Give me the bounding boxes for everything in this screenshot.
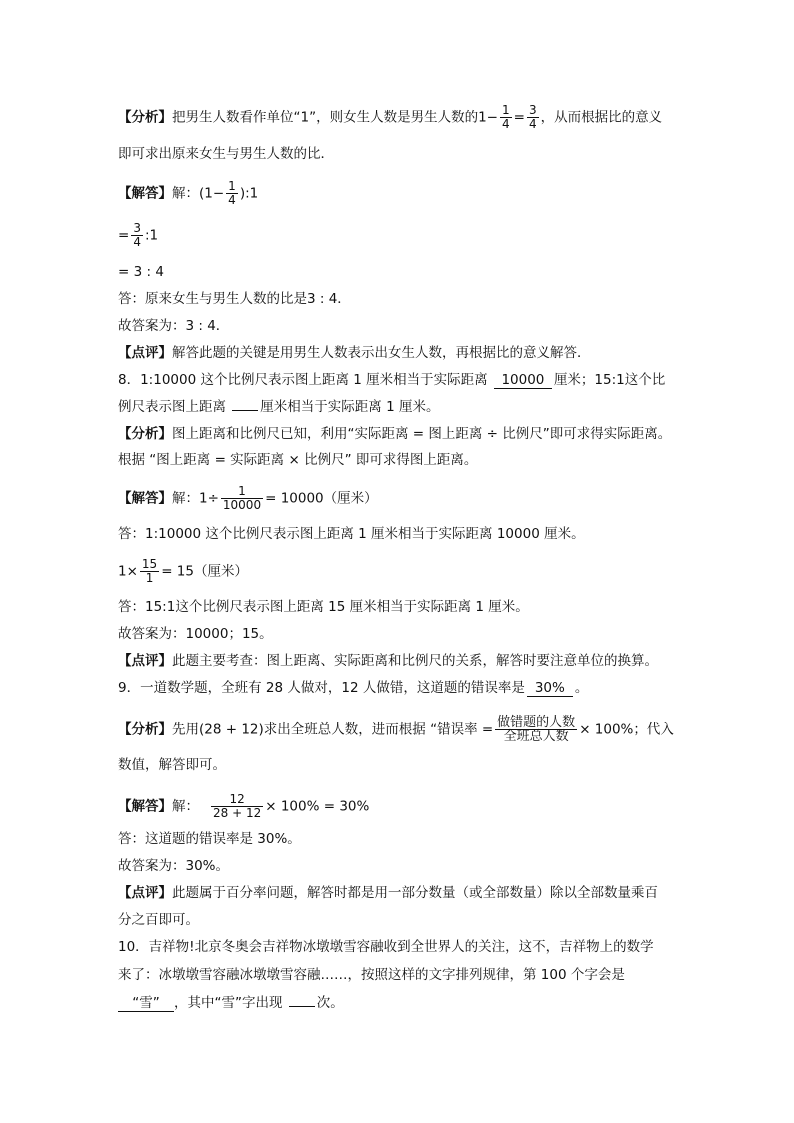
analysis-text: × 100%；代入 (579, 721, 674, 738)
fraction-denominator: 28 + 12 (213, 806, 262, 820)
q8-reply-1: 答：1:10000 这个比例尺表示图上距离 1 厘米相当于实际距离 10000 厘米。 (118, 526, 585, 542)
q8-calc-2 (118, 558, 248, 585)
fraction-denominator: 4 (501, 117, 510, 131)
fraction-denominator: 10000 (222, 498, 262, 512)
math-operator: = (513, 109, 525, 126)
analysis-tag: 【分析】 (118, 426, 172, 442)
answer-tag: 【解答】 (118, 798, 172, 815)
analysis-tag: 【分析】 (118, 109, 172, 126)
q7-final-answer: 故答案为：3 : 4． (118, 318, 230, 334)
q7-comment (118, 344, 591, 362)
analysis-tag: 【分析】 (118, 721, 172, 738)
answer-blank (232, 410, 258, 411)
q8-final-answer: 故答案为：10000；15。 (118, 626, 273, 642)
math-operator: − (486, 109, 498, 126)
answer-blank: “雪” (118, 996, 174, 1012)
q10-question-line-3 (118, 994, 344, 1012)
solve-prefix: 解： (172, 490, 199, 507)
fraction-numerator: 1 (238, 484, 246, 498)
fraction-numerator: 1 (228, 179, 236, 193)
q9-comment-line-1 (118, 884, 658, 902)
math-term: = 10000（厘米） (265, 490, 378, 507)
fraction (527, 104, 539, 131)
question-text: 厘米相当于实际距离 1 厘米。 (260, 399, 440, 415)
math-term: = 15（厘米） (161, 563, 248, 580)
answer-blank: 10000 (494, 373, 552, 389)
answer-tag: 【解答】 (118, 490, 172, 507)
math-term: (1− (199, 185, 225, 202)
fraction-denominator: 1 (140, 571, 159, 585)
fraction (500, 104, 512, 131)
analysis-text: 先用(28 + 12)求出全班总人数，进而根据 “错误率 = (172, 721, 494, 738)
q8-question-line-1 (118, 371, 665, 389)
q7-answer-line (118, 180, 258, 207)
q7-analysis-line-1 (118, 104, 662, 131)
q8-question-line-2 (118, 398, 439, 416)
fraction (140, 558, 159, 585)
q7-step-3: = 3 : 4 (118, 264, 164, 280)
math-term: :1 (144, 227, 159, 244)
analysis-text: 图上距离和比例尺已知，利用“实际距离 = 图上距离 ÷ 比例尺”即可求得实际距离。 (172, 426, 672, 442)
answer-tag: 【解答】 (118, 185, 172, 202)
math-operator: = (118, 227, 130, 244)
fraction-denominator: 4 (528, 117, 537, 131)
solve-prefix: 解： (172, 798, 199, 815)
question-text: 9．一道数学题，全班有 28 人做对，12 人做错，这道题的错误率是 (118, 680, 525, 696)
question-text: 8．1:10000 这个比例尺表示图上距离 1 厘米相当于实际距离 (118, 372, 488, 388)
q7-analysis-line-2: 即可求出原来女生与男生人数的比． (118, 146, 334, 162)
q7-reply: 答：原来女生与男生人数的比是3 : 4． (118, 291, 351, 307)
comment-tag: 【点评】 (118, 345, 172, 361)
fraction-denominator: 4 (228, 193, 236, 207)
answer-blank (289, 1006, 315, 1007)
question-text: 例尺表示图上距离 (118, 399, 226, 415)
fraction-numerator: 3 (528, 103, 537, 117)
comment-text: 解答此题的关键是用男生人数表示出女生人数，再根据比的意义解答． (172, 345, 591, 361)
q8-answer-line (118, 485, 378, 512)
fraction (131, 222, 143, 249)
question-text: 次。 (316, 995, 344, 1011)
q9-final-answer: 故答案为：30%。 (118, 858, 230, 874)
q9-analysis-line-2: 数值，解答即可。 (118, 757, 226, 773)
q10-question-line-2: 来了：冰墩墩雪容融冰墩墩雪容融……，按照这样的文字排列规律，第 100 个字会是 (118, 967, 625, 983)
comment-tag: 【点评】 (118, 653, 172, 669)
analysis-text: 把男生人数看作单位“1”，则女生人数是男生人数的 (172, 109, 479, 126)
analysis-text: ，从而根据比的意义 (540, 109, 663, 126)
q9-question (118, 679, 588, 697)
q8-analysis-line-1 (118, 425, 671, 443)
fraction-denominator: 4 (133, 235, 141, 249)
comment-text: 此题主要考查：图上距离、实际距离和比例尺的关系，解答时要注意单位的换算。 (172, 653, 658, 669)
q9-analysis-line-1 (118, 716, 674, 743)
math-term: ):1 (239, 185, 259, 202)
fraction (221, 485, 263, 512)
solve-prefix: 解： (172, 185, 199, 202)
math-term: 1 (478, 109, 487, 126)
question-text: 。 (574, 680, 589, 696)
fraction (211, 793, 263, 820)
q8-reply-2: 答：15:1这个比例尺表示图上距离 15 厘米相当于实际距离 1 厘米。 (118, 599, 529, 615)
fraction-denominator: 全班总人数 (495, 729, 577, 743)
fraction (226, 180, 238, 207)
q9-comment-line-2: 分之百即可。 (118, 912, 199, 928)
question-text: ，其中“雪”字出现 (174, 995, 283, 1011)
answer-blank: 30% (527, 681, 573, 697)
fraction-numerator: 15 (141, 557, 158, 571)
q7-step-2 (118, 222, 158, 249)
math-term: × 100% = 30% (265, 798, 370, 815)
q8-analysis-line-2: 根据 “图上距离 = 实际距离 × 比例尺” 即可求得图上距离。 (118, 452, 478, 468)
q9-answer-line (118, 793, 369, 820)
q9-reply: 答：这道题的错误率是 30%。 (118, 831, 301, 847)
math-term: 1÷ (199, 490, 219, 507)
comment-tag: 【点评】 (118, 885, 172, 901)
fraction-numerator: 1 (501, 103, 510, 117)
q10-question-line-1: 10．吉祥物!北京冬奥会吉祥物冰墩墩雪容融收到全世界人的关注，这不，吉祥物上的数学 (118, 939, 654, 955)
math-term: 1× (118, 563, 138, 580)
fraction-numerator: 做错题的人数 (497, 715, 576, 730)
fraction-numerator: 3 (133, 221, 141, 235)
question-text: 厘米；15:1这个比 (553, 372, 666, 388)
fraction-numerator: 12 (229, 792, 245, 806)
comment-text: 此题属于百分率问题，解答时都是用一部分数量（或全部数量）除以全部数量乘百 (172, 885, 658, 901)
q8-comment (118, 652, 658, 670)
fraction (495, 716, 577, 743)
